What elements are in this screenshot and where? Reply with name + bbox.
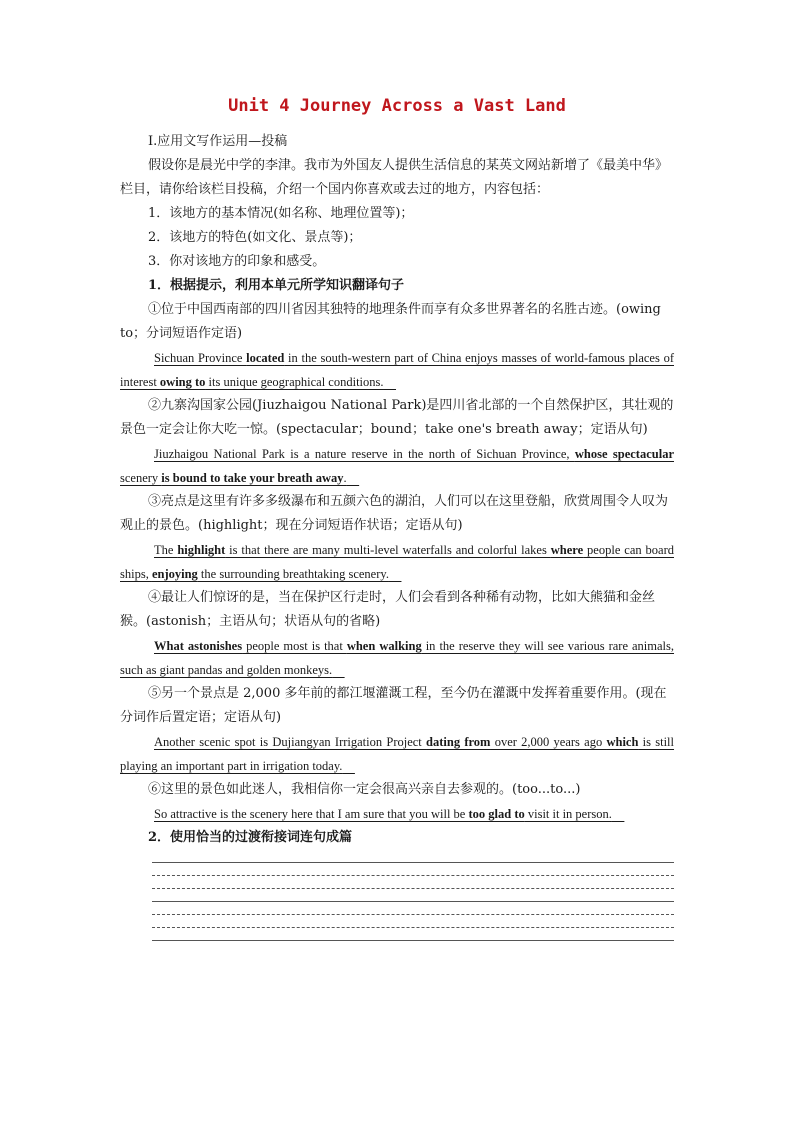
section-heading: Ⅰ.应用文写作运用—投稿 xyxy=(148,134,288,149)
answer-text: is that there are many multi-level waterfalls and colorful lakes xyxy=(225,543,551,557)
requirement-2: 2．该地方的特色(如文化、景点等)； xyxy=(148,230,362,245)
item-answer xyxy=(120,634,674,682)
answer-text: scenery xyxy=(120,471,162,485)
answer-text: people most is that xyxy=(242,639,347,653)
writing-line xyxy=(152,901,674,902)
requirement-1: 1．该地方的基本情况(如名称、地理位置等)； xyxy=(148,206,414,221)
answer-key-phrase: highlight xyxy=(177,543,226,557)
answer-text: The xyxy=(154,543,178,557)
item-answer xyxy=(120,730,674,778)
item-prompt: ②九寨沟国家公园(Jiuzhaigou National Park)是四川省北部的一个自然保护区，其壮观的景色一定会让你大吃一惊。(spectacular；bound；take one's breath away；定语从句) xyxy=(120,398,674,437)
writing-lines[interactable] xyxy=(152,862,674,941)
answer-text: over 2,000 years ago xyxy=(490,735,607,749)
answer-key-phrase: owing to xyxy=(159,375,206,389)
writing-line xyxy=(152,914,674,915)
item-prompt: ①位于中国西南部的四川省因其独特的地理条件而享有众多世界著名的名胜古迹。(owing to；分词短语作定语) xyxy=(120,302,661,341)
answer-text: people can board ships, xyxy=(120,543,674,581)
answer-key-phrase: too glad to xyxy=(468,807,525,821)
item-answer xyxy=(120,802,674,826)
answer-key-phrase: which xyxy=(606,735,639,749)
item-prompt: ⑤另一个景点是 2,000 多年前的都江堰灌溉工程，至今仍在灌溉中发挥着重要作用。(现在分词作后置定语；定语从句) xyxy=(120,686,667,725)
item-answer xyxy=(120,442,674,490)
answer-key-phrase: located xyxy=(246,351,285,365)
task-intro: 假设你是晨光中学的李津。我市为外国友人提供生活信息的某英文网站新增了《最美中华》栏目，请你给该栏目投稿，介绍一个国内你喜欢或去过的地方，内容包括： xyxy=(120,158,669,197)
answer-key-phrase: where xyxy=(550,543,584,557)
answer-text: Sichuan Province xyxy=(154,351,247,365)
writing-line xyxy=(152,875,674,876)
writing-line xyxy=(152,940,674,941)
answer-text: Another scenic spot is Dujiangyan Irrigation Project xyxy=(154,735,427,749)
item-answer xyxy=(120,346,674,394)
answer-text: in the south-western part of China enjoys masses of world-famous places of interest xyxy=(120,351,674,389)
part1-heading: 1．根据提示，利用本单元所学知识翻译句子 xyxy=(148,278,405,293)
answer-key-phrase: whose spectacular xyxy=(574,447,674,461)
answer-text: is still playing an important part in irrigation today. xyxy=(120,735,675,773)
answer-key-phrase: enjoying xyxy=(151,567,198,581)
item-answer xyxy=(120,538,674,586)
answer-key-phrase: What astonishes xyxy=(154,639,243,653)
document-body xyxy=(120,130,674,941)
answer-key-phrase: when walking xyxy=(346,639,422,653)
translation-items xyxy=(120,298,674,826)
answer-text: its unique geographical conditions. xyxy=(205,375,384,389)
answer-text: Jiuzhaigou National Park is a nature reserve in the north of Sichuan Province, xyxy=(154,447,575,461)
answer-key-phrase: is bound to take your breath away xyxy=(161,471,344,485)
answer-text: So attractive is the scenery here that I am sure that you will be xyxy=(154,807,469,821)
answer-text: visit it in person. xyxy=(524,807,612,821)
item-prompt: ⑥这里的景色如此迷人，我相信你一定会很高兴亲自去参观的。(too...to...) xyxy=(148,782,581,797)
writing-line xyxy=(152,862,674,863)
writing-line xyxy=(152,927,674,928)
page-title: Unit 4 Journey Across a Vast Land xyxy=(228,96,566,116)
requirement-3: 3．你对该地方的印象和感受。 xyxy=(148,254,326,269)
writing-line xyxy=(152,888,674,889)
answer-text: in the reserve they will see various rare animals, such as giant pandas and golden monkeys. xyxy=(120,639,675,677)
answer-key-phrase: dating from xyxy=(426,735,491,749)
item-prompt: ④最让人们惊讶的是，当在保护区行走时，人们会看到各种稀有动物，比如大熊猫和金丝猴。(astonish；主语从句；状语从句的省略) xyxy=(120,590,656,629)
part2-heading: 2．使用恰当的过渡衔接词连句成篇 xyxy=(148,830,353,845)
answer-text: . xyxy=(343,471,347,485)
item-prompt: ③亮点是这里有许多多级瀑布和五颜六色的湖泊，人们可以在这里登船，欣赏周围令人叹为观止的景色。(highlight；现在分词短语作状语；定语从句) xyxy=(120,494,669,533)
answer-text: the surrounding breathtaking scenery. xyxy=(197,567,389,581)
